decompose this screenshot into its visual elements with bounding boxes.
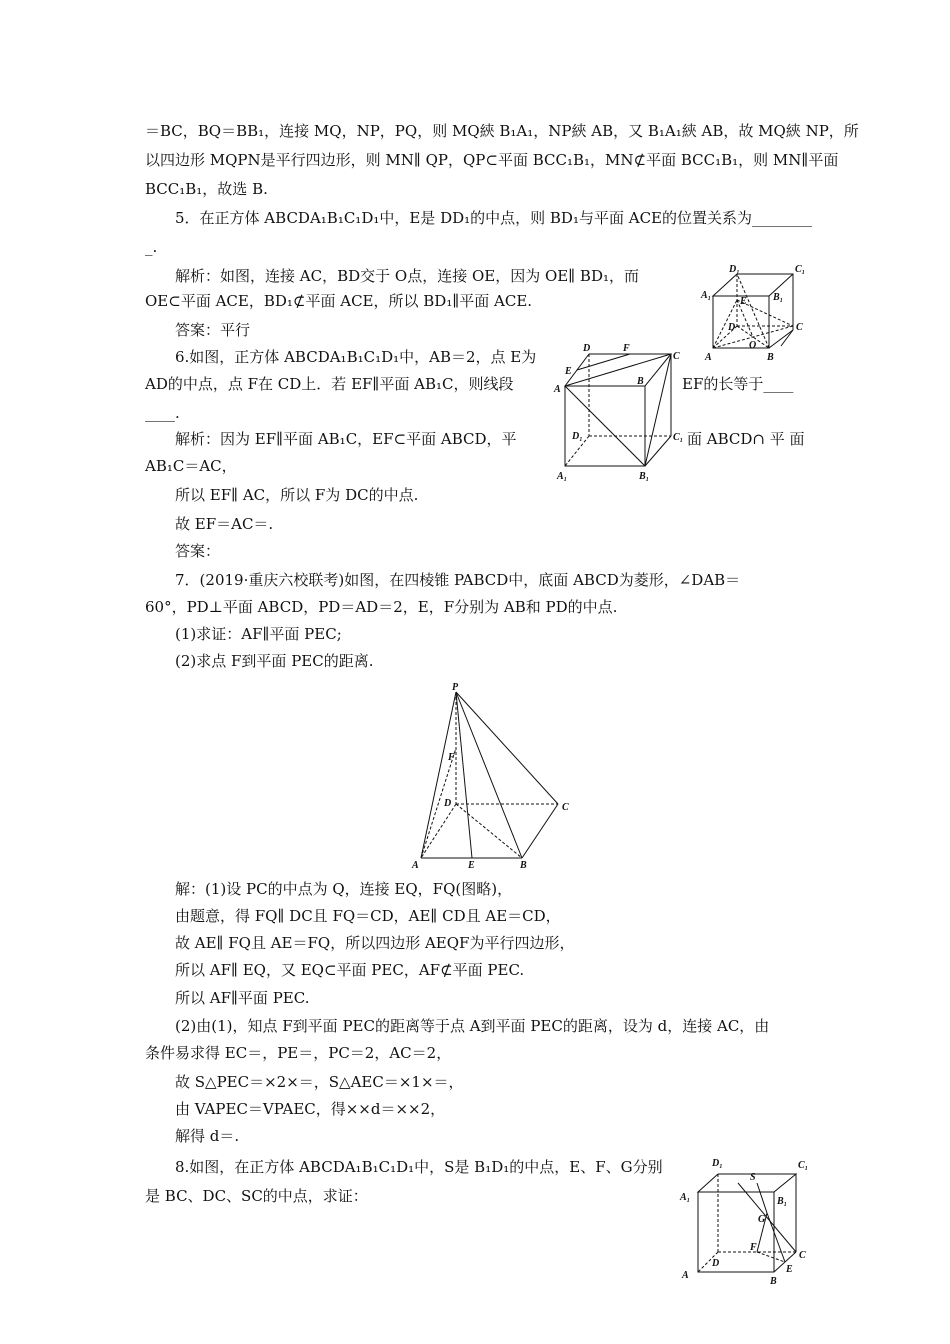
fig5-label: B	[767, 352, 774, 363]
text-line: (1)求证：AF∥平面 PEC;	[175, 625, 342, 643]
fig6-label: C	[673, 351, 680, 362]
text-line: 所以 AF∥平面 PEC.	[175, 989, 310, 1007]
text-line: 7．(2019·重庆六校联考)如图，在四棱锥 PABCD中，底面 ABCD为菱形，∠DAB＝	[175, 571, 741, 589]
fig6-label: B	[637, 376, 644, 387]
fig7-label: A	[412, 860, 419, 871]
fig8-label: D₁	[712, 1158, 723, 1169]
fig5-label: O	[749, 340, 757, 351]
fig6-label: E	[565, 366, 572, 377]
text-line: 解析：因为 EF∥平面 AB₁C，EF⊂平面 ABCD，平	[175, 430, 517, 448]
text-line: ____.	[145, 404, 180, 422]
fig8-label: S	[750, 1172, 756, 1183]
fig7-label: B	[520, 860, 527, 871]
fig6-label: A₁	[557, 471, 568, 482]
text-line: 以四边形 MQPN是平行四边形，则 MN∥ QP，QP⊂平面 BCC₁B₁，MN⊄平面 BCC₁B₁，则 MN∥平面	[145, 151, 839, 169]
text-line: 面 ABCD∩ 平 面	[687, 430, 805, 448]
fig8-label: G	[758, 1214, 766, 1225]
fig8-label: D	[712, 1258, 720, 1269]
fig6-label: B₁	[639, 471, 650, 482]
text-line: 故 AE∥ FQ且 AE＝FQ，所以四边形 AEQF为平行四边形，	[175, 934, 575, 952]
fig5-label: E	[740, 296, 747, 307]
figure-pyramid-q7	[406, 680, 586, 870]
text-line: (2)由(1)，知点 F到平面 PEC的距离等于点 A到平面 PEC的距离，设为 d，连接 AC，由	[175, 1017, 770, 1035]
text-line: 6.如图，正方体 ABCDA₁B₁C₁D₁中，AB＝2，点 E为	[175, 348, 537, 366]
fig7-label: D	[444, 798, 452, 809]
text-line: 5．在正方体 ABCDA₁B₁C₁D₁中，E是 DD₁的中点，则 BD₁与平面 ACE的位置关系为________	[175, 209, 813, 227]
text-line: AB₁C＝AC，	[145, 457, 237, 475]
fig5-label: C	[796, 322, 803, 333]
text-line: ＝BC，BQ＝BB₁，连接 MQ，NP，PQ，则 MQ綊 B₁A₁，NP綊 AB，又 B₁A₁綊 AB，故 MQ綊 NP，所	[145, 122, 859, 140]
text-line: 解得 d＝.	[175, 1127, 240, 1145]
fig7-label: P	[452, 682, 459, 693]
fig5-label: B₁	[773, 292, 784, 303]
fig6-label: D	[583, 343, 591, 354]
fig6-label: F	[623, 343, 630, 354]
text-line: AD的中点，点 F在 CD上．若 EF∥平面 AB₁C，则线段	[145, 375, 514, 393]
fig8-label: C	[799, 1250, 806, 1261]
fig6-label: A	[554, 384, 561, 395]
fig8-label: B₁	[777, 1196, 788, 1207]
fig5-label: D₁	[729, 264, 740, 275]
figure-cube-q5	[695, 262, 815, 372]
text-line: 答案：	[175, 542, 221, 560]
text-line: EF的长等于____	[682, 375, 794, 393]
fig6-label: D₁	[572, 431, 583, 442]
fig7-label: E	[468, 860, 475, 871]
text-line: (2)求点 F到平面 PEC的距离.	[175, 652, 374, 670]
text-line: 答案：平行	[175, 321, 251, 339]
fig5-label: D	[728, 322, 736, 333]
text-line: 所以 EF∥ AC，所以 F为 DC的中点.	[175, 486, 419, 504]
text-line: 解：(1)设 PC的中点为 Q，连接 EQ，FQ(图略)，	[175, 880, 513, 898]
text-line: BCC₁B₁，故选 B.	[145, 180, 268, 198]
text-line: 所以 AF∥ EQ，又 EQ⊂平面 PEC，AF⊄平面 PEC.	[175, 961, 525, 979]
text-line: 条件易求得 EC＝，PE＝，PC＝2，AC＝2，	[145, 1044, 452, 1062]
text-line: 故 EF＝AC＝.	[175, 515, 274, 533]
figure-cube-q6	[553, 340, 683, 485]
fig8-label: F	[750, 1242, 757, 1253]
text-line: _.	[145, 238, 158, 256]
text-line: OE⊂平面 ACE，BD₁⊄平面 ACE，所以 BD₁∥平面 ACE.	[145, 292, 533, 310]
fig5-label: C₁	[795, 264, 806, 275]
text-line: 故 S△PEC＝×2×＝，S△AEC＝×1×＝，	[175, 1073, 464, 1091]
fig8-label: A	[682, 1270, 689, 1281]
fig5-label: A₁	[701, 290, 712, 301]
text-line: 解析：如图，连接 AC，BD交于 O点，连接 OE，因为 OE∥ BD₁，而	[175, 267, 639, 285]
fig6-label: C₁	[673, 432, 684, 443]
fig8-label: E	[786, 1264, 793, 1275]
text-line: 60°，PD⊥平面 ABCD，PD＝AD＝2，E，F分别为 AB和 PD的中点.	[145, 598, 618, 616]
fig8-label: C₁	[798, 1160, 809, 1171]
figure-cube-q8	[678, 1150, 818, 1290]
text-line: 由题意，得 FQ∥ DC且 FQ＝CD，AE∥ CD且 AE＝CD，	[175, 907, 561, 925]
fig8-label: A₁	[680, 1192, 691, 1203]
text-line: 8.如图，在正方体 ABCDA₁B₁C₁D₁中，S是 B₁D₁的中点，E、F、G分别	[175, 1158, 663, 1176]
fig5-label: A	[705, 352, 712, 363]
fig7-label: C	[562, 802, 569, 813]
fig8-label: B	[770, 1276, 777, 1287]
fig7-label: F	[448, 752, 455, 763]
text-line: 是 BC、DC、SC的中点，求证：	[145, 1187, 368, 1205]
text-line: 由 VAPEC＝VPAEC，得××d＝××2，	[175, 1100, 446, 1118]
